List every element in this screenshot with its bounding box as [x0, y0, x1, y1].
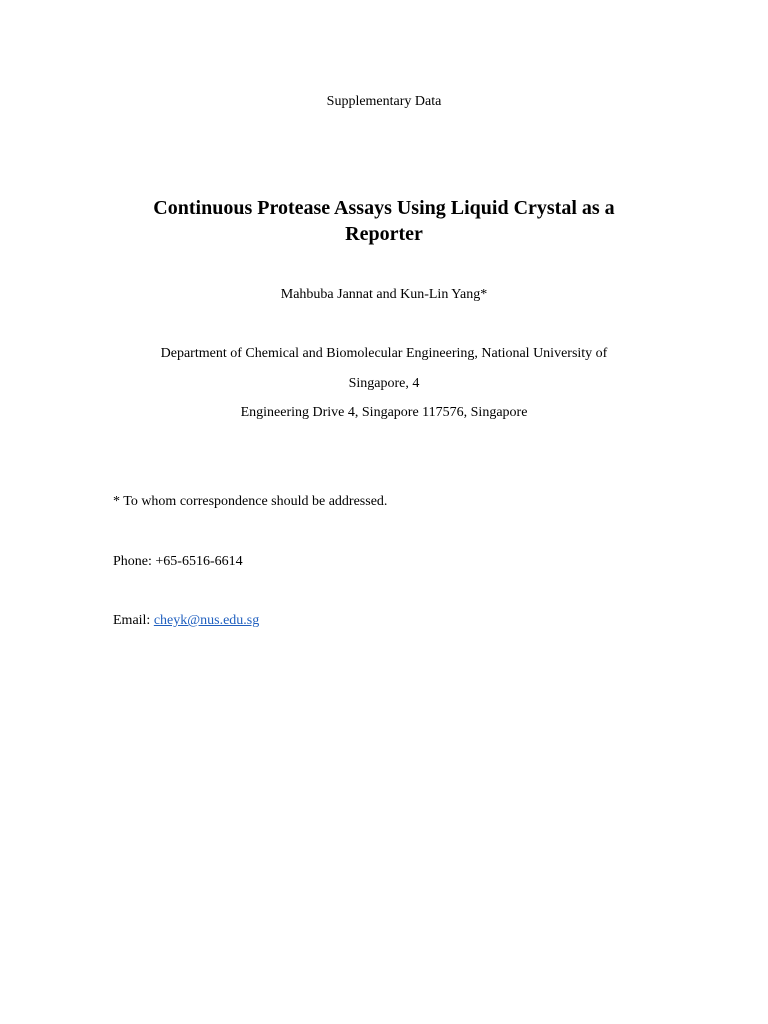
affiliation-line-2: Singapore, 4 [348, 376, 420, 391]
email-line [113, 612, 259, 630]
affiliation-line-3: Engineering Drive 4, Singapore 117576, Singapore [240, 405, 528, 420]
correspondence-note: * To whom correspondence should be addressed. [113, 494, 388, 509]
email-link[interactable]: cheyk@nus.edu.sg [153, 613, 260, 628]
author-list: Mahbuba Jannat and Kun-Lin Yang* [280, 287, 488, 302]
supplementary-header: Supplementary Data [326, 94, 442, 109]
phone-number: Phone: +65-6516-6614 [113, 554, 243, 569]
affiliation-line-1: Department of Chemical and Biomolecular Engineering, National University of [160, 346, 608, 361]
paper-title: Continuous Protease Assays Using Liquid Crystal as a Reporter [153, 197, 615, 245]
email-label: Email: [113, 613, 154, 628]
